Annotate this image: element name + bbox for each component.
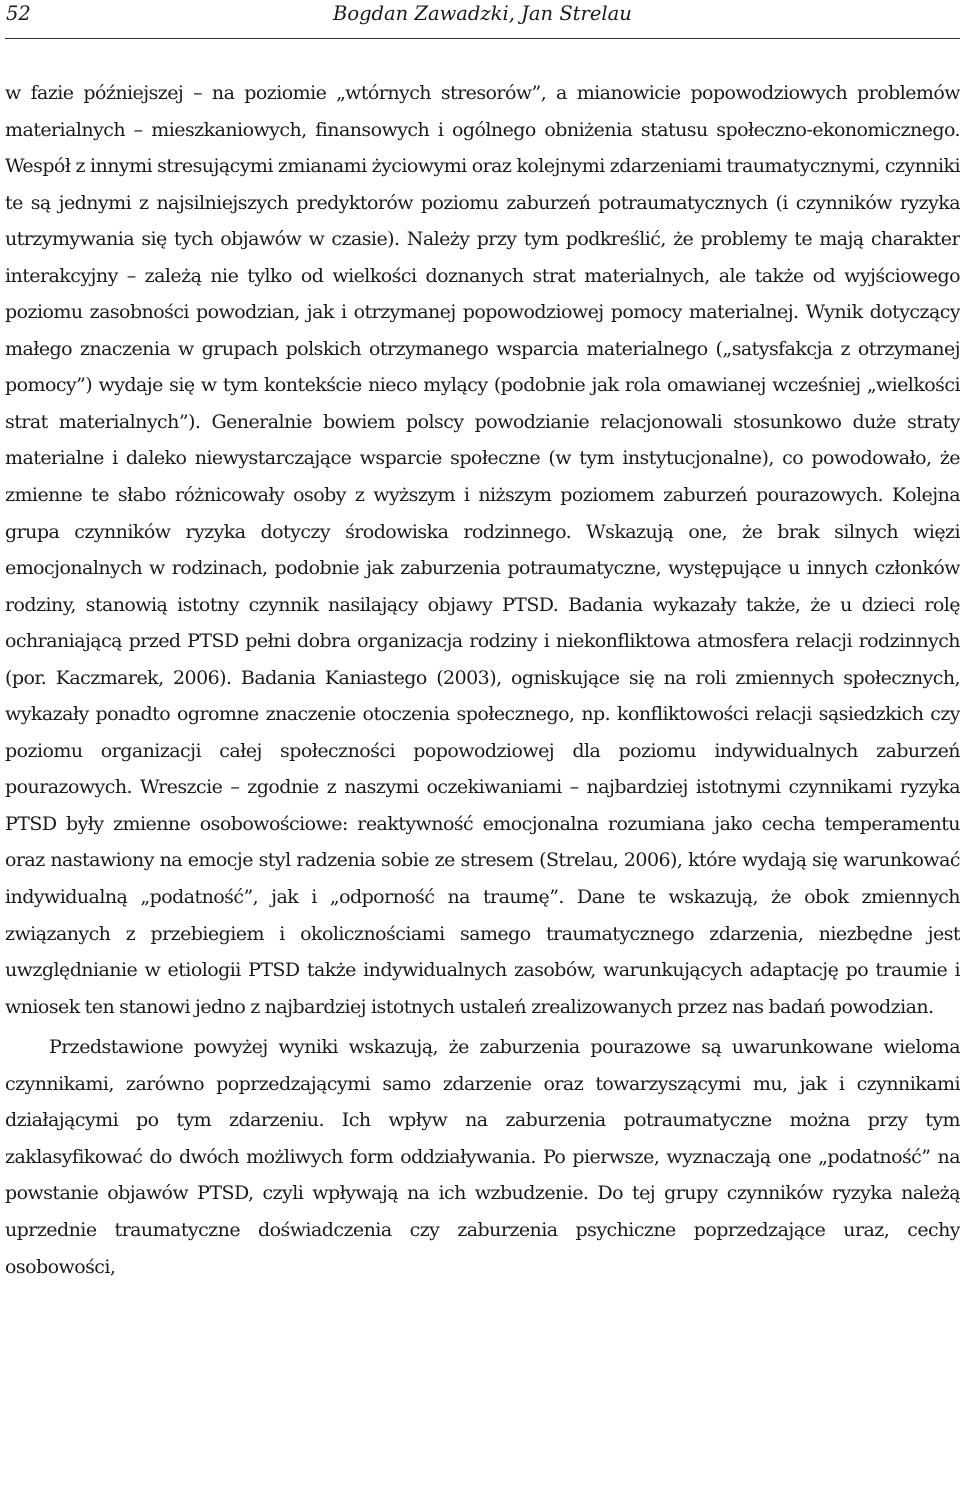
- paragraph-2: Przedstawione powyżej wyniki wskazują, że zaburzenia pourazowe są uwarunkowane wieloma czynnikami, zarówno poprzedzającymi samo zdarzenie oraz towarzyszącymi mu, jak i czynnikami działającymi po tym zdarzeniu. Ich wpływ na zaburzenia potraumatyczne można przy tym zaklasyfikować do dwóch możliwych form oddziaływania. Po pierwsze, wyznaczają one „podatność” na powstanie objawów PTSD, czyli wpływają na ich wzbudzenie. Do tej grupy czynników ryzyka należą uprzednie traumatyczne doświadczenia czy zaburzenia psychiczne poprzedzające uraz, cechy osobowości,: [5, 1036, 960, 1278]
- header-rule: [5, 38, 960, 39]
- paragraph-1: w fazie późniejszej – na poziomie „wtórnych stresorów”, a mianowicie popowodziowych problemów materialnych – mieszkaniowych, finansowych i ogólnego obniżenia statusu społeczno-ekonomicznego. Wespół z innymi stresującymi zmianami życiowymi oraz kolejnymi zdarzeniami traumatycznymi, czynniki te są jednymi z najsilniejszych predyktorów poziomu zaburzeń potraumatycznych (i czynników ryzyka utrzymywania się tych objawów w czasie). Należy przy tym podkreślić, że problemy te mają charakter interakcyjny – zależą nie tylko od wielkości doznanych strat materialnych, ale także od wyjściowego poziomu zasobności powodzian, jak i otrzymanej popowodziowej pomocy materialnej. Wynik dotyczący małego znaczenia w grupach polskich otrzymanego wsparcia materialnego („satysfakcja z otrzymanej pomocy”) wydaje się w tym kontekście nieco mylący (podobnie jak rola omawianej wcześniej „wielkości strat materialnych”). Generalnie bowiem polscy powodzianie relacjonowali stosunkowo duże straty materialne i daleko niewystarczające wsparcie społeczne (w tym instytucjonalne), co powodowało, że zmienne te słabo różnicowały osoby z wyższym i niższym poziomem zaburzeń pourazowych. Kolejna grupa czynników ryzyka dotyczy środowiska rodzinnego. Wskazują one, że brak silnych więzi emocjonalnych w rodzinach, podobnie jak zaburzenia potraumatyczne, występujące u innych członków rodziny, stanowią istotny czynnik nasilający objawy PTSD. Badania wykazały także, że u dzieci rolę ochraniającą przed PTSD pełni dobra organizacja rodziny i niekonfliktowa atmosfera relacji rodzinnych (por. Kaczmarek, 2006). Badania Kaniastego (2003), ogniskujące się na roli zmiennych społecznych, wykazały ponadto ogromne znaczenie otoczenia społecznego, np. konfliktowości relacji sąsiedzkich czy poziomu organizacji całej społeczności popowodziowej dla poziomu indywidualnych zaburzeń pourazowych. Wreszcie – zgodnie z naszymi oczekiwaniami – najbardziej istotnymi czynnikami ryzyka PTSD były zmienne osobowościowe: reaktywność emocjonalna rozumiana jako cecha temperamentu oraz nastawiony na emocje styl radzenia sobie ze stresem (Strelau, 2006), które wydają się warunkować indywidualną „podatność”, jak i „odporność na traumę”. Dane te wskazują, że obok zmiennych związanych z przebiegiem i okolicznościami samego traumatycznego zdarzenia, niezbędne jest uwzględnianie w etiologii PTSD także indywidualnych zasobów, warunkujących adaptację po traumie i wniosek ten stanowi jedno z najbardziej istotnych ustaleń zrealizowanych przez nas badań powodzian.: [5, 82, 960, 1018]
- running-head: [0, 0, 960, 40]
- running-title: Bogdan Zawadzki, Jan Strelau: [333, 2, 632, 25]
- page-number: 52: [6, 2, 31, 25]
- body-text: [5, 75, 960, 1285]
